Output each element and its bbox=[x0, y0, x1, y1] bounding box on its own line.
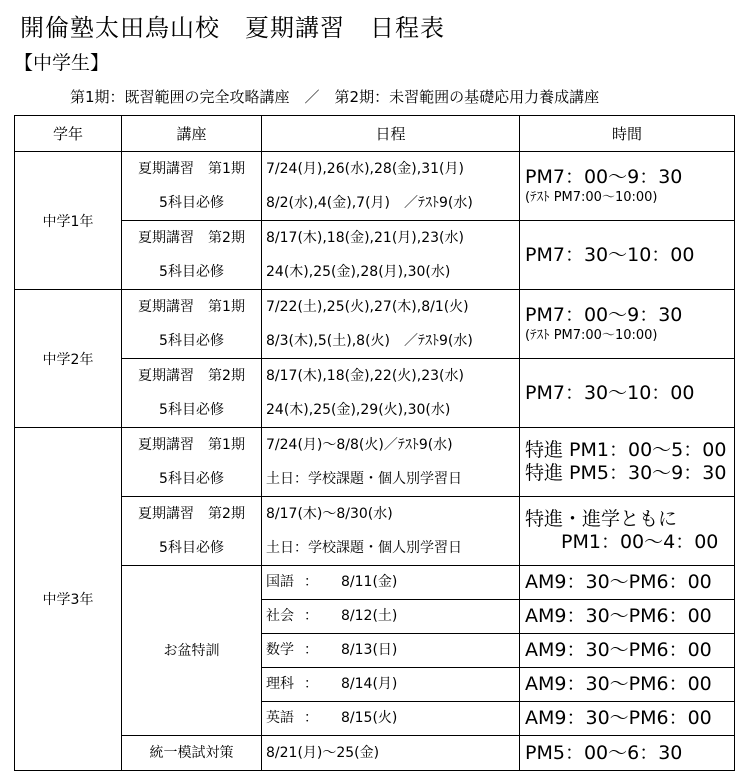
section-heading: 【中学生】 bbox=[14, 52, 110, 74]
schedule-line: 24(木),25(金),29(火),30(水) bbox=[266, 402, 451, 418]
course-requirement: 5科目必修 bbox=[159, 471, 224, 487]
schedule-line: 土日：学校課題・個人別学習日 bbox=[266, 471, 462, 487]
obon-schedule-cell bbox=[262, 668, 520, 702]
subject-label: 社会 bbox=[266, 608, 294, 624]
time-cell: AM9：30～PM6：00 bbox=[520, 566, 735, 600]
course-name: 夏期講習 第1期 bbox=[138, 299, 245, 315]
time-main: PM7：30～10：00 bbox=[525, 243, 695, 266]
subject-label: 国語 bbox=[266, 574, 294, 590]
date-label: 8/13(日) bbox=[341, 642, 398, 658]
schedule-cell: 8/21(月)～25(金) bbox=[262, 736, 520, 771]
time-main: PM1：00～4：00 bbox=[561, 531, 719, 553]
schedule-cell bbox=[262, 428, 520, 497]
obon-course-cell: お盆特訓 bbox=[122, 566, 262, 736]
time-cell bbox=[520, 359, 735, 428]
course-requirement: 5科目必修 bbox=[159, 264, 224, 280]
schedule-cell bbox=[262, 290, 520, 359]
separator: ： bbox=[304, 574, 318, 590]
schedule-line: 8/17(木),18(金),22(火),23(水) bbox=[266, 368, 464, 384]
grade-cell: 中学3年 bbox=[15, 428, 122, 771]
time-cell bbox=[520, 221, 735, 290]
table-row bbox=[15, 290, 735, 359]
schedule-line: 24(木),25(金),28(月),30(水) bbox=[266, 264, 451, 280]
subject-label: 数学 bbox=[266, 642, 294, 658]
course-cell bbox=[122, 221, 262, 290]
time-cell: AM9：30～PM6：00 bbox=[520, 668, 735, 702]
schedule-cell bbox=[262, 497, 520, 566]
course-name: 夏期講習 第2期 bbox=[138, 506, 245, 522]
separator: ： bbox=[304, 642, 318, 658]
obon-schedule-cell bbox=[262, 600, 520, 634]
date-label: 8/15(火) bbox=[341, 710, 398, 726]
table-row bbox=[15, 152, 735, 221]
schedule-table bbox=[14, 115, 735, 771]
time-cell bbox=[520, 152, 735, 221]
time-cell bbox=[520, 290, 735, 359]
table-row bbox=[15, 428, 735, 497]
header-course: 講座 bbox=[122, 116, 262, 152]
schedule-line: 8/2(水),4(金),7(月) ／ﾃｽﾄ9(水) bbox=[266, 195, 473, 211]
course-cell bbox=[122, 290, 262, 359]
course-cell bbox=[122, 359, 262, 428]
course-cell bbox=[122, 428, 262, 497]
time-main: 特進 PM1：00～5：00 bbox=[525, 439, 727, 461]
date-label: 8/14(月) bbox=[341, 676, 398, 692]
course-cell bbox=[122, 497, 262, 566]
time-main: PM7：00～9：30 bbox=[525, 304, 683, 326]
table-row bbox=[15, 736, 735, 771]
separator: ： bbox=[304, 676, 318, 692]
time-test: (ﾃｽﾄ PM7:00～10:00) bbox=[525, 190, 658, 205]
date-label: 8/11(金) bbox=[341, 574, 398, 590]
period-description: 第1期：既習範囲の完全攻略講座 ／ 第2期：未習範囲の基礎応用力養成講座 bbox=[70, 88, 600, 106]
time-cell: AM9：30～PM6：00 bbox=[520, 702, 735, 736]
schedule-line: 8/3(木),5(土),8(火) ／ﾃｽﾄ9(水) bbox=[266, 333, 473, 349]
schedule-cell bbox=[262, 359, 520, 428]
table-row bbox=[15, 221, 735, 290]
schedule-cell bbox=[262, 152, 520, 221]
obon-schedule-cell bbox=[262, 566, 520, 600]
course-requirement: 5科目必修 bbox=[159, 195, 224, 211]
obon-schedule-cell bbox=[262, 634, 520, 668]
time-main: 特進・進学ともに bbox=[525, 508, 678, 530]
course-name: 夏期講習 第2期 bbox=[138, 230, 245, 246]
time-test: (ﾃｽﾄ PM7:00～10:00) bbox=[525, 328, 658, 343]
table-row bbox=[15, 566, 735, 600]
time-cell: PM5：00～6：30 bbox=[520, 736, 735, 771]
schedule-line: 8/17(木),18(金),21(月),23(水) bbox=[266, 230, 464, 246]
schedule-line: 7/24(月)～8/8(火)／ﾃｽﾄ9(水) bbox=[266, 437, 453, 453]
course-requirement: 5科目必修 bbox=[159, 402, 224, 418]
time-main: 特進 PM5：30～9：30 bbox=[525, 462, 727, 484]
time-cell bbox=[520, 497, 735, 566]
header-row bbox=[15, 116, 735, 152]
subject-label: 理科 bbox=[266, 676, 294, 692]
mock-course-cell: 統一模試対策 bbox=[122, 736, 262, 771]
schedule-cell bbox=[262, 221, 520, 290]
schedule-line: 7/22(土),25(火),27(木),8/1(火) bbox=[266, 299, 469, 315]
header-grade: 学年 bbox=[15, 116, 122, 152]
time-main: PM7：30～10：00 bbox=[525, 381, 695, 404]
course-name: 夏期講習 第1期 bbox=[138, 161, 245, 177]
table-row bbox=[15, 359, 735, 428]
grade-cell: 中学2年 bbox=[15, 290, 122, 428]
header-time: 時間 bbox=[520, 116, 735, 152]
obon-schedule-cell bbox=[262, 702, 520, 736]
course-name: 夏期講習 第2期 bbox=[138, 368, 245, 384]
time-cell: AM9：30～PM6：00 bbox=[520, 634, 735, 668]
course-requirement: 5科目必修 bbox=[159, 333, 224, 349]
schedule-line: 8/17(木)～8/30(水) bbox=[266, 506, 393, 522]
subject-label: 英語 bbox=[266, 710, 294, 726]
time-cell bbox=[520, 428, 735, 497]
course-cell bbox=[122, 152, 262, 221]
schedule-line: 7/24(月),26(水),28(金),31(月) bbox=[266, 161, 464, 177]
separator: ： bbox=[304, 710, 318, 726]
grade-cell: 中学1年 bbox=[15, 152, 122, 290]
header-schedule: 日程 bbox=[262, 116, 520, 152]
table-row bbox=[15, 497, 735, 566]
time-main: PM7：00～9：30 bbox=[525, 166, 683, 188]
page-title: 開倫塾太田鳥山校 夏期講習 日程表 bbox=[20, 14, 445, 42]
date-label: 8/12(土) bbox=[341, 608, 398, 624]
course-name: 夏期講習 第1期 bbox=[138, 437, 245, 453]
course-requirement: 5科目必修 bbox=[159, 540, 224, 556]
time-cell: AM9：30～PM6：00 bbox=[520, 600, 735, 634]
separator: ： bbox=[304, 608, 318, 624]
schedule-line: 土日：学校課題・個人別学習日 bbox=[266, 540, 462, 556]
